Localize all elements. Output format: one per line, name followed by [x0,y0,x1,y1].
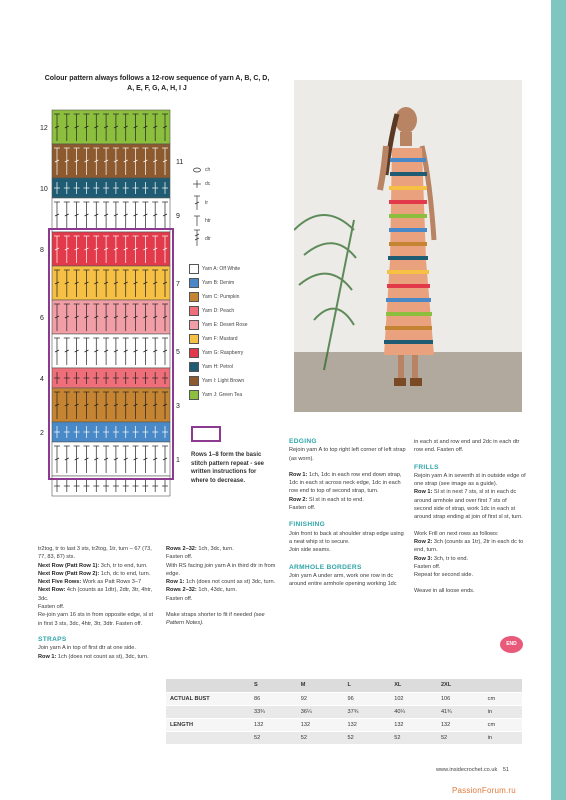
table-cell: 52 [437,731,484,744]
table-cell: 52 [390,731,437,744]
table-cell: 33¾ [250,705,297,718]
model-photo [294,80,522,412]
instruction-step: Next Row (Patt Row 1): 3ch, tr to end, turn. [38,562,148,569]
page-footer [436,767,509,773]
yarn-item: Yarn F: Mustard [189,333,237,345]
table-cell: S [250,679,297,692]
table-cell: 40¼ [390,705,437,718]
symbol-label: htr [205,218,211,224]
instruction-text: Work Frill on next rows as follows: [414,530,499,537]
page-number: 51 [502,767,510,773]
yarn-item: Yarn E: Desert Rose [189,319,247,331]
yarn-item: Yarn B: Denim [189,277,234,289]
chain-icon [194,168,201,172]
dress-illustration [294,80,522,412]
row-label-right: 3 [176,403,180,410]
chart-row [52,334,170,368]
yarn-item: Yarn D: Peach [189,305,234,317]
watermark: PassionForum.ru [452,786,516,795]
instruction-text: Fasten off. [166,554,193,561]
instruction-step: Row 2: 3ch (counts as 1tr), 2tr in each dc to end, turn. [414,538,524,554]
chart-row [52,300,170,334]
instructions-col-2 [166,545,279,628]
instruction-text: in each st and row end and 2dc in each dtr row end. Fasten off. [414,439,520,454]
yarn-swatch [189,292,199,302]
row-label-right: 1 [176,457,180,464]
table-cell [166,731,250,744]
yarn-swatch [189,278,199,288]
chart-row [52,110,170,144]
table-row [166,731,522,744]
row-label-left: 4 [40,376,44,383]
symbol-label: tr [205,200,209,206]
table-cell: LENGTH [166,718,250,731]
table-cell: 132 [437,718,484,731]
table-cell: L [343,679,390,692]
table-cell: 132 [297,718,344,731]
table-cell: XL [390,679,437,692]
instruction-step: Rows 2–32: 1ch, 3dc, turn. [166,546,234,552]
table-row [166,718,522,731]
footer-url: www.insidecrochet.co.uk [436,767,498,773]
instruction-step: Next Row: 4ch (counts as 1dtr), 2dtr, 3tr, 4htr, 3dc. [38,587,153,602]
table-row [166,692,522,705]
instruction-step: Row 1: 1ch, 1dc in each row end down strap, 1dc in each st across neck edge, 1dc in each row end to top of second strap, turn. [289,471,402,495]
row-label-right: 9 [176,213,180,220]
instruction-text: Fasten off. [38,604,65,611]
instruction-step: Row 1: Sl st in next 7 sts, sl st in each dc around armhole and over first 7 sts of second side of strap, work 1dc in each st around strap ending at join of first sl st, turn. [414,489,523,521]
instruction-step: Next Row (Patt Row 2): 1ch, dc to end, turn. [38,570,151,577]
table-cell: in [484,731,522,744]
table-cell: 41¾ [437,705,484,718]
table-cell: in [484,705,522,718]
table-cell [166,679,250,692]
table-cell: 132 [250,718,297,731]
instruction-text: tr2tog, tr to last 3 sts, tr2tog, 1tr, turn – 67 (73, 77, 83, 87) sts. [38,546,152,561]
instruction-text: Rejoin yarn A to top right left corner of left strap (as worn). [289,447,406,462]
yarn-swatch [189,264,199,274]
table-cell: cm [484,692,522,705]
instruction-step: Row 1: 1ch (does not count as st), 3dc, turn. [38,653,149,660]
table-cell: 36¼ [297,705,344,718]
yarn-swatch [189,334,199,344]
table-row [166,705,522,718]
symbol-label: ch [205,167,211,173]
instruction-text: Make straps shorter to fit if needed (see Pattern Notes). [166,612,265,627]
table-cell: 132 [390,718,437,731]
section-heading-finishing: FINISHING [289,521,326,529]
section-heading-edging: EDGING [289,438,317,445]
row-label-left: 8 [40,247,44,254]
table-cell: 52 [343,731,390,744]
table-cell: 52 [250,731,297,744]
row-label-left: 2 [40,430,44,437]
yarn-swatch [189,390,199,400]
yarn-item: Yarn G: Raspberry [189,347,243,359]
instruction-text: Fasten off. [414,563,441,570]
instructions-col-3 [289,438,407,588]
chart-caption: Colour pattern always follows a 12-row sequence of yarn A, B, C, D, A, E, F, G, A, H, I J [44,75,270,92]
treble-icon [194,196,200,210]
table-cell: 2XL [437,679,484,692]
chart-row [52,144,170,178]
size-table [166,679,522,745]
yarn-swatch [189,320,199,330]
chart-row [52,266,170,300]
table-cell: 52 [297,731,344,744]
instruction-step: Next Five Rows: Work as Patt Rows 3–7 [38,579,142,586]
end-badge: END [500,636,523,653]
symbol-glyphs [192,166,202,246]
yarn-item: Yarn J: Green Tea [189,389,242,401]
table-header-row [166,679,522,692]
yarn-swatch [189,348,199,358]
yarn-item: Yarn C: Pumpkin [189,291,239,303]
row-label-left: 12 [40,125,48,132]
instruction-text: Re-join yarn 16 sts in from opposite edge, sl st in first 3 sts, 3dc, 4htr, 3tr, 3dtr. Fasten off. [38,612,154,627]
yarn-item: Yarn A: Off White [189,263,240,275]
row-label-left: 6 [40,315,44,322]
yarn-item: Yarn H: Petrol [189,361,233,373]
table-cell: M [297,679,344,692]
section-heading-frills: FRILLS [414,463,439,471]
half-treble-icon [194,216,200,226]
symbol-label: dtr [205,236,211,242]
row-label-right: 5 [176,349,180,356]
table-cell: 106 [437,692,484,705]
table-cell: ACTUAL BUST [166,692,250,705]
instructions-col-4 [414,438,526,596]
row-label-right: 7 [176,281,180,288]
double-treble-icon [194,230,200,246]
table-cell [166,705,250,718]
double-crochet-icon [193,180,201,188]
instruction-text: Join yarn A in top of first dtr at one side. [38,645,136,652]
instruction-text: Rejoin yarn A in seventh st in outside edge of one strap (see image as a guide). [414,472,526,488]
instruction-text: Fasten off. [289,505,316,512]
instruction-text: With RS facing join yarn A in third dtr in from edge. [166,562,276,577]
section-heading-armhole: ARMHOLE BORDERS [289,563,362,571]
table-cell: 102 [390,692,437,705]
repeat-key-swatch [191,426,221,442]
row-label-right: 11 [176,159,184,166]
table-cell: 96 [343,692,390,705]
chart-row [52,198,170,232]
table-cell: 92 [297,692,344,705]
table-cell: cm [484,718,522,731]
table-cell: 37¾ [343,705,390,718]
accent-stripe [551,0,566,800]
instruction-text: Weave in all loose ends. [414,588,475,595]
instructions-col-1 [38,545,156,661]
instruction-step: Rows 2–32: 1ch, 43dc, turn. [166,587,237,594]
instruction-text: Join yarn A under arm, work one row in dc around entire armhole opening working 1dc [289,572,397,588]
instruction-step: Row 1: 1ch (does not count as st) 3dc, turn. [166,579,276,586]
table-cell [484,679,522,692]
yarn-swatch [189,306,199,316]
table-cell: 132 [343,718,390,731]
instruction-text: Join front to back at shoulder strap edge using a neat whip st to secure. [289,530,404,545]
repeat-key-text: Rows 1–8 form the basic stitch pattern repeat - see written instructions for where to decrease. [191,452,265,484]
chart-row [52,388,170,422]
symbol-key [188,166,248,256]
chart-row [52,442,170,476]
yarn-item: Yarn I: Light Brown [189,375,244,387]
section-heading-straps: STRAPS [38,635,67,643]
instruction-step: Row 3: 3ch, tr to end. [414,555,469,562]
symbol-label: dc [205,181,211,187]
instruction-text: Fasten off. [166,595,193,602]
table-cell: 86 [250,692,297,705]
instruction-step: Row 2: Sl st in each st to end. [289,496,364,503]
instruction-text: Repeat for second side. [414,572,474,579]
yarn-swatch [189,376,199,386]
chart-row [52,232,170,266]
row-label-left: 10 [40,186,48,193]
yarn-swatch [189,362,199,372]
instruction-text: Join side seams. [289,547,331,554]
